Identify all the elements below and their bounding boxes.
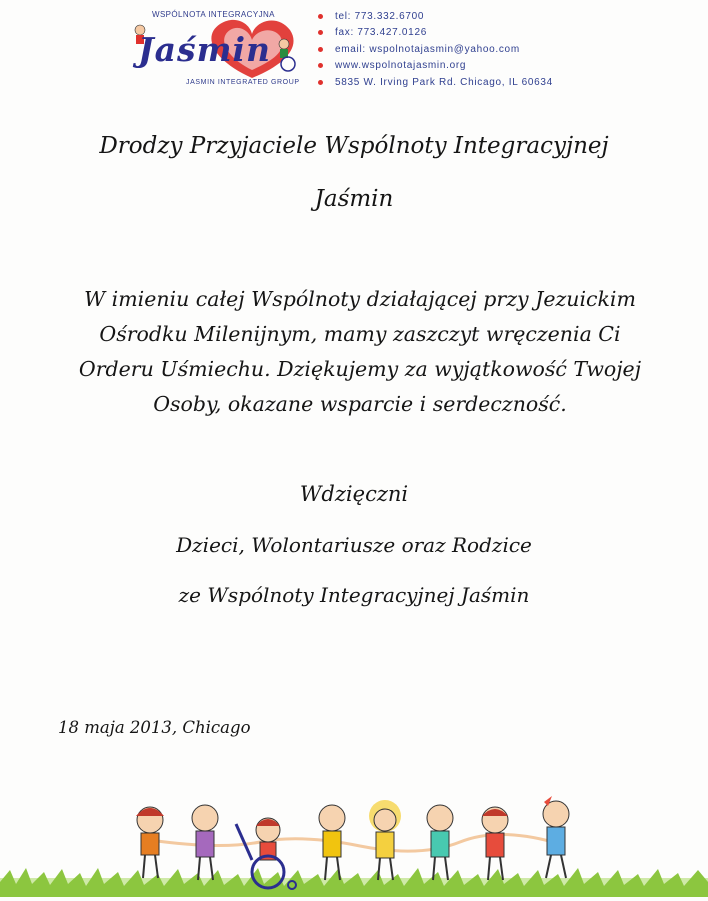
bullet-icon [318, 30, 323, 35]
signature-line-2: ze Wspólnoty Integracyjnej Jaśmin [178, 583, 530, 607]
bullet-icon [318, 80, 323, 85]
signature-line-1: Dzieci, Wolontariusze oraz Rodzice [176, 533, 532, 557]
child-figure [482, 807, 508, 880]
contact-address-text: 5835 W. Irving Park Rd. Chicago, IL 60634 [335, 76, 553, 88]
child-figure [427, 805, 453, 880]
logo-name: Jaśmin [138, 30, 272, 69]
organization-logo [132, 8, 304, 90]
bullet-icon [318, 47, 323, 52]
bullet-icon [318, 14, 323, 19]
body-line: W imieniu całej Wspólnoty działającej przy Jezuickim [84, 287, 636, 311]
contact-phone-text: tel: 773.332.6700 [335, 10, 425, 22]
greeting-line-2: Jaśmin [314, 186, 394, 212]
contact-email-text[interactable]: email: wspolnotajasmin@yahoo.com [335, 43, 520, 55]
body-line: Orderu Uśmiechu. Dziękujemy za wyjątkowość Twojej [78, 357, 642, 381]
closing: Wdzięczni [299, 482, 409, 506]
bullet-icon [318, 63, 323, 68]
contact-list [318, 8, 553, 91]
greeting-line-1: Drodzy Przyjaciele Wspólnoty Integracyjnej [99, 133, 609, 159]
logo-top-text: WSPÓLNOTA INTEGRACYJNA [152, 10, 275, 19]
body-line: Osoby, okazane wsparcie i serdeczność. [153, 392, 567, 416]
child-figure [369, 800, 401, 880]
contact-address [318, 74, 553, 91]
child-figure [319, 805, 345, 880]
date-place: 18 maja 2013, Chicago [58, 718, 251, 737]
contact-fax [318, 25, 553, 42]
contact-website-text[interactable]: www.wspolnotajasmin.org [335, 60, 467, 72]
contact-fax-text: fax: 773.427.0126 [335, 27, 427, 39]
grass-icon [0, 868, 708, 897]
child-figure [192, 805, 218, 880]
logo-bottom-text: JASMIN INTEGRATED GROUP [186, 79, 300, 86]
contact-phone [318, 8, 553, 25]
contact-website[interactable] [318, 58, 553, 75]
contact-email[interactable] [318, 41, 553, 58]
body-line: Ośrodku Milenijnym, mamy zaszczyt wręczenia Ci [99, 322, 621, 346]
letter-body [40, 282, 680, 422]
children-illustration [0, 790, 708, 897]
child-figure [543, 796, 569, 878]
